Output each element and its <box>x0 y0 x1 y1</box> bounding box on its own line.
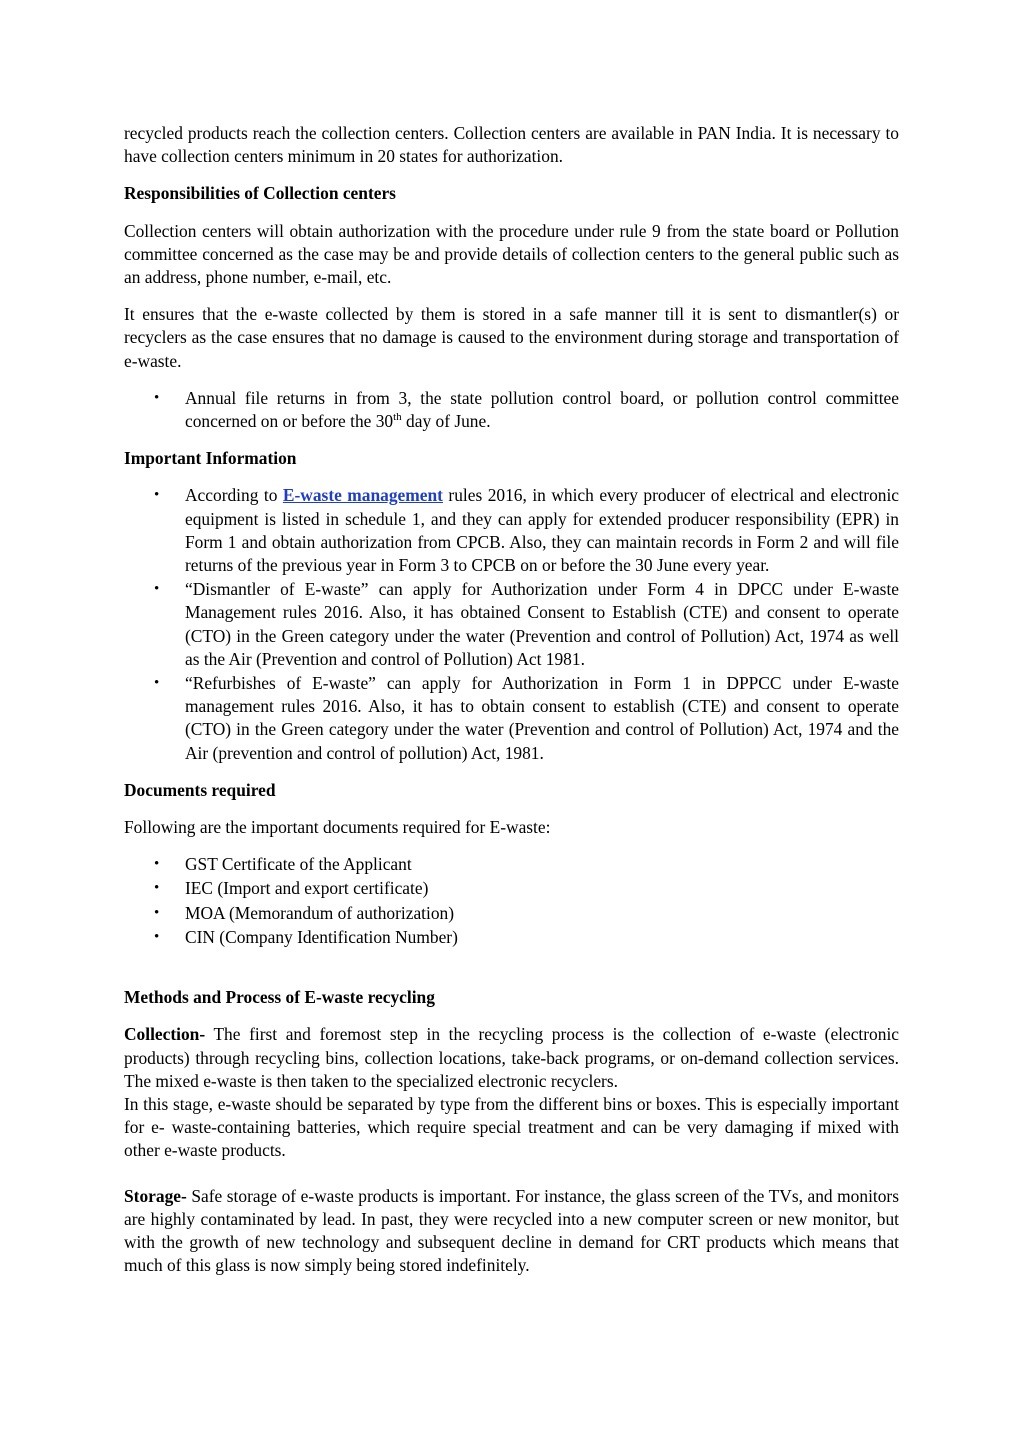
list-item-text: CIN (Company Identification Number) <box>185 926 458 947</box>
bullet-icon: • <box>154 928 160 945</box>
list-item <box>154 853 899 876</box>
bullet-icon: • <box>154 581 160 598</box>
document-page <box>124 122 899 1291</box>
list-item-text: “Dismantler of E-waste” can apply for Authorization under Form 4 in DPCC under E-waste Management rules 2016. Also, it has obtained Consent to Establish (CTE) and consent to operate (CTO) in the Green category under the water (Prevention and control of Pollution) Act, 1974 as well as the Air (Prevention and control of Pollution) Act 1981. <box>185 579 899 669</box>
list-item-text: Annual file returns in from 3, the state pollution control board, or pollution control committee concerned on or before the 30 <box>185 387 899 432</box>
responsibilities-list <box>124 387 899 433</box>
responsibilities-paragraph-1: Collection centers will obtain authorization with the procedure under rule 9 from the state board or Pollution committee concerned as the case may be and provide details of collection centers to the general public such as an address, phone number, e-mail, etc. <box>124 220 899 288</box>
list-item-text: IEC (Import and export certificate) <box>185 878 429 899</box>
list-item <box>154 902 899 925</box>
intro-paragraph: recycled products reach the collection centers. Collection centers are available in PAN India. It is necessary to have collection centers minimum in 20 states for authorization. <box>124 123 899 167</box>
collection-paragraph <box>124 1023 899 1093</box>
list-item <box>154 387 899 433</box>
storage-text: Safe storage of e-waste products is important. For instance, the glass screen of the TVs, and monitors are highly contaminated by lead. In past, they were recycled into a new computer screen or new monitor, but with the growth of new technology and subsequent decline in demand for CRT products which means that much of this glass is now simply being stored indefinitely. <box>124 1185 899 1276</box>
list-item <box>154 926 899 949</box>
collection-paragraph-2: In this stage, e-waste should be separated by type from the different bins or boxes. This is especially important for e- waste-containing batteries, which require special treatment and can be very damaging if mixed with other e-waste products. <box>124 1093 899 1161</box>
important-heading: Important Information <box>124 448 297 469</box>
list-item <box>154 877 899 900</box>
list-item <box>154 484 900 577</box>
list-item-text: According to <box>185 485 283 506</box>
list-item-text: MOA (Memorandum of authorization) <box>185 902 455 923</box>
list-item-text: day of June. <box>401 411 491 432</box>
documents-intro: Following are the important documents required for E-waste: <box>124 817 551 838</box>
storage-label: Storage- <box>124 1185 187 1206</box>
list-item <box>154 672 899 765</box>
list-item <box>154 578 899 671</box>
storage-paragraph <box>124 1185 899 1278</box>
bullet-icon: • <box>154 880 160 897</box>
list-item-text: rules 2016, in which every producer of electrical and electronic equipment is listed in schedule 1, and they can apply for extended producer responsibility (EPR) in Form 1 and obtain authorization from CPCB. Also, they can maintain records in Form 2 and will file returns of the previous year in Form 3 to CPCB on or before the 30 June every year. <box>185 485 900 576</box>
superscript: th <box>393 411 402 424</box>
bullet-icon: • <box>154 856 160 873</box>
collection-text: The first and foremost step in the recycling process is the collection of e-waste (electronic products) through recycling bins, collection locations, take-back programs, or on-demand collection services. The mixed e-waste is then taken to the specialized electronic recyclers. <box>124 1024 899 1091</box>
important-list <box>124 484 899 764</box>
bullet-icon: • <box>154 904 160 921</box>
bullet-icon: • <box>154 487 160 504</box>
list-item-text: GST Certificate of the Applicant <box>185 854 412 875</box>
documents-list <box>124 853 899 949</box>
collection-label: Collection- <box>124 1024 206 1045</box>
bullet-icon: • <box>154 389 160 406</box>
methods-heading: Methods and Process of E-waste recycling <box>124 987 435 1008</box>
documents-heading: Documents required <box>124 779 276 800</box>
list-item-text: “Refurbishes of E-waste” can apply for Authorization in Form 1 in DPPCC under E-waste management rules 2016. Also, it has to obtain consent to establish (CTE) and consent to operate (CTO) in the Green category under the water (Prevention and control of Pollution) Act, 1974 and the Air (prevention and control of pollution) Act, 1981. <box>185 673 899 763</box>
e-waste-management-link[interactable]: E-waste management <box>282 485 443 506</box>
bullet-icon: • <box>154 675 160 692</box>
responsibilities-heading: Responsibilities of Collection centers <box>124 183 396 204</box>
responsibilities-paragraph-2: It ensures that the e-waste collected by them is stored in a safe manner till it is sent to dismantler(s) or recyclers as the case ensures that no damage is caused to the environment during storage and transportation of e-waste. <box>124 304 899 371</box>
